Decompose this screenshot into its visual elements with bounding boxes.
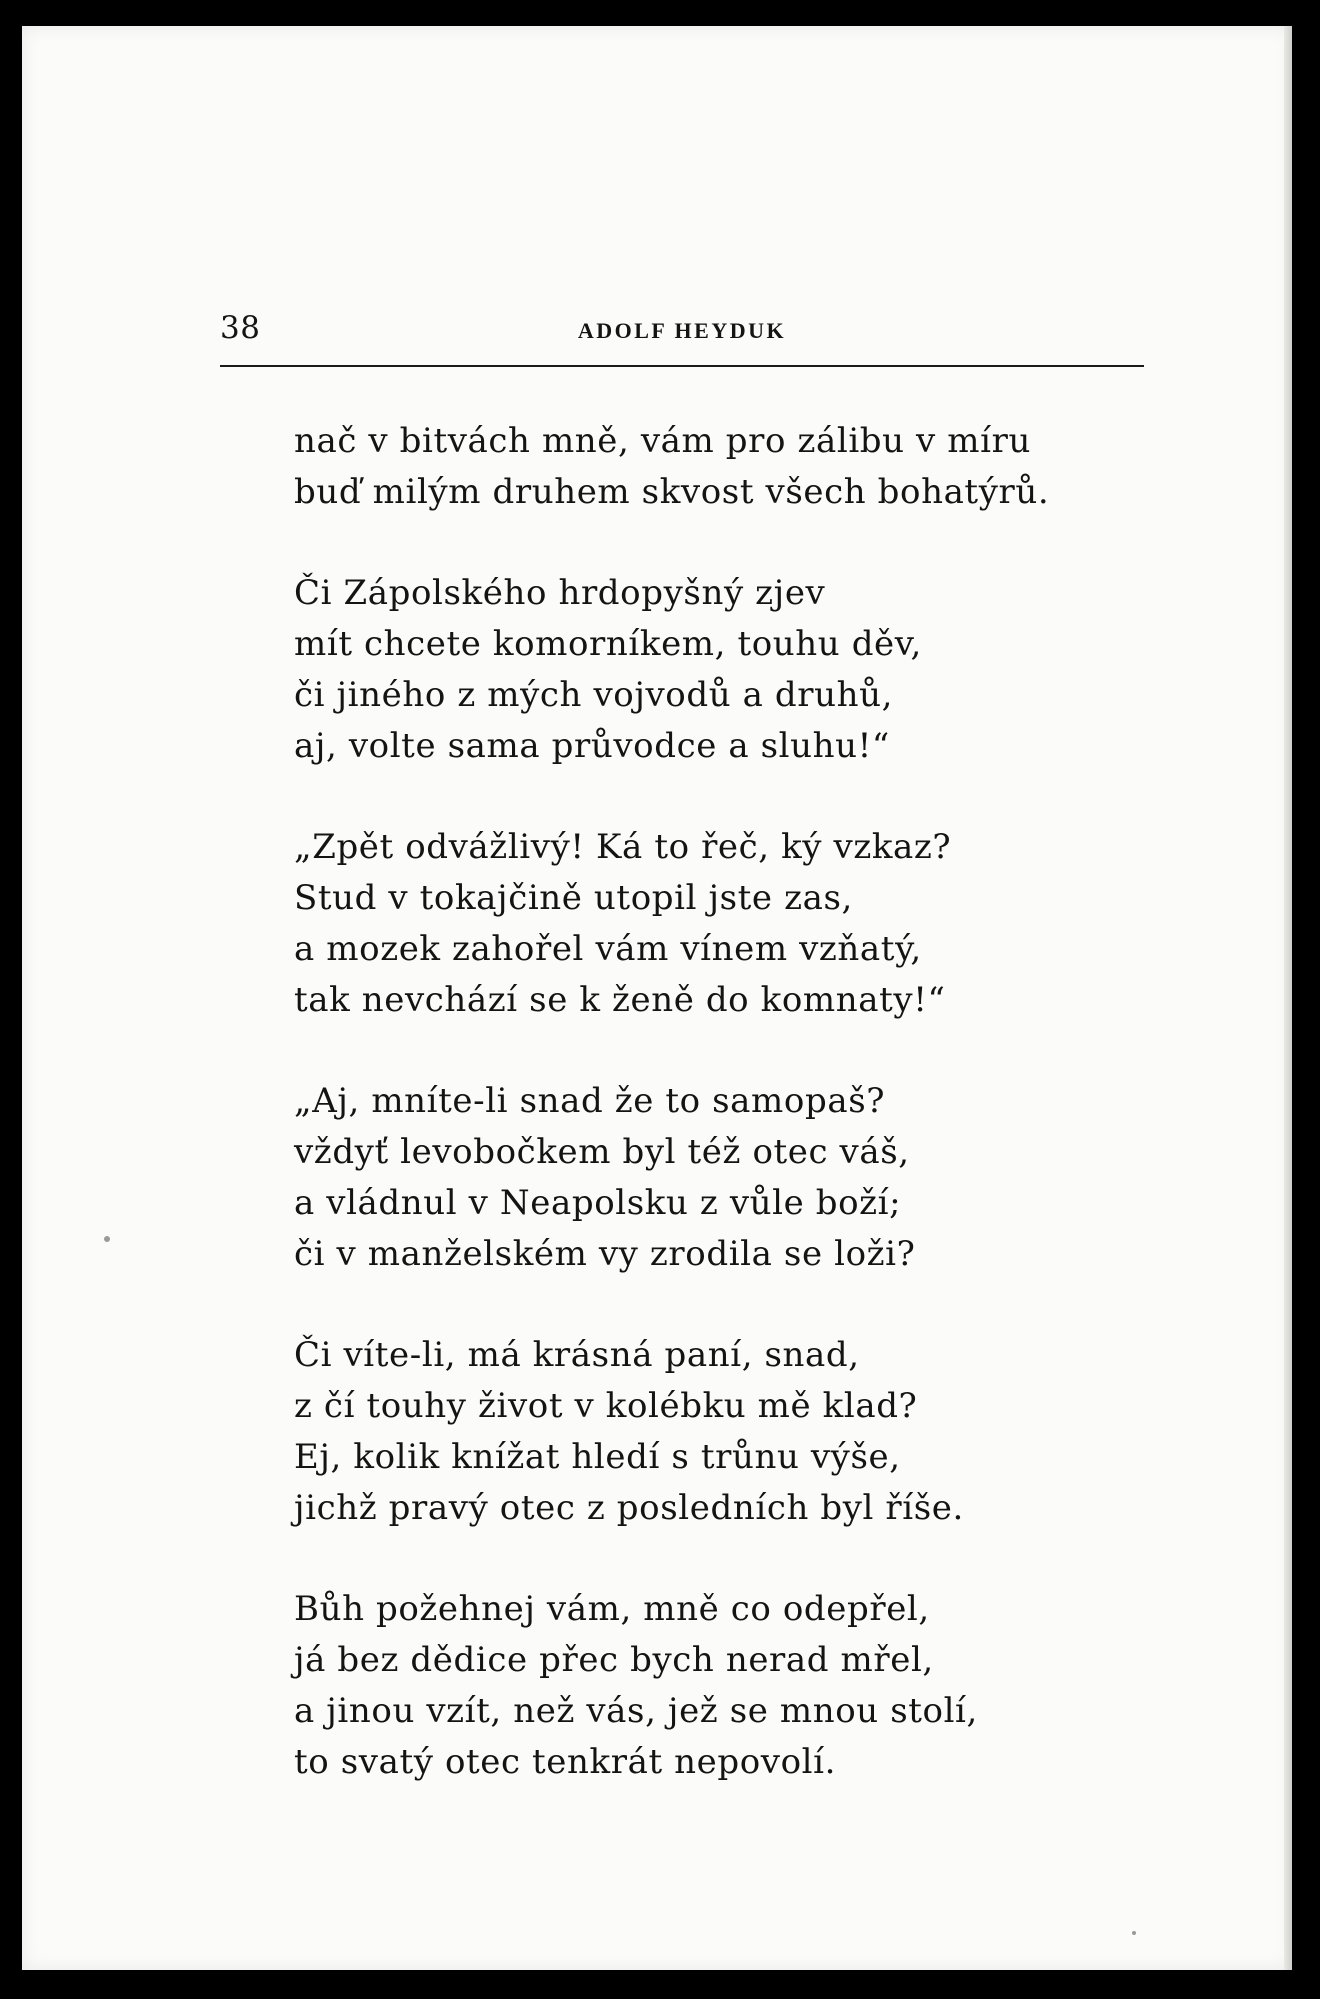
stanza-2 [294,568,1154,772]
header-rule [220,365,1144,367]
stanza-3 [294,822,1154,1026]
page-number: 38 [220,310,261,346]
poem-line: to svatý otec tenkrát nepovolí. [294,1742,837,1782]
poem-line: „Zpět odvážlivý! Ká to řeč, ký vzkaz? [294,827,952,867]
page-edge-shadow [1284,26,1292,1970]
poem-line: buď milým druhem skvost všech bohatýrů. [294,472,1050,512]
paper-speck [104,1236,110,1242]
poem-line: a mozek zahořel vám vínem vzňatý, [294,929,922,969]
book-page [22,26,1292,1970]
poem-line: mít chcete komorníkem, touhu děv, [294,624,922,664]
poem-line: z čí touhy život v kolébku mě klad? [294,1386,918,1426]
poem-line: Či víte-li, má krásná paní, snad, [294,1335,860,1375]
poem-line: jichž pravý otec z posledních byl říše. [294,1488,964,1528]
poem-line: tak nevchází se k ženě do komnaty!“ [294,980,946,1020]
stanza-4 [294,1076,1154,1280]
poem-line: a vládnul v Neapolsku z vůle boží; [294,1183,902,1223]
poem-line: Stud v tokajčině utopil jste zas, [294,878,853,918]
poem-line: či v manželském vy zrodila se loži? [294,1234,916,1274]
poem-line: Či Zápolského hrdopyšný zjev [294,573,826,613]
stanza-5 [294,1330,1154,1534]
poem-body [294,416,1154,1838]
poem-line: vždyť levobočkem byl též otec váš, [294,1132,910,1172]
poem-line: Bůh požehnej vám, mně co odepřel, [294,1589,930,1629]
poem-line: Ej, kolik knížat hledí s trůnu výše, [294,1437,901,1477]
poem-line: aj, volte sama průvodce a sluhu!“ [294,726,890,766]
page-header [220,288,1144,348]
poem-line: či jiného z mých vojvodů a druhů, [294,675,894,715]
running-head-author: ADOLF HEYDUK [577,318,787,343]
poem-line: já bez dědice přec bych nerad mřel, [294,1640,934,1680]
poem-line: „Aj, mníte-li snad že to samopaš? [294,1081,886,1121]
stanza-6 [294,1584,1154,1788]
poem-line: a jinou vzít, než vás, jež se mnou stolí, [294,1691,978,1731]
stanza-1 [294,416,1154,518]
paper-speck [1132,1931,1136,1935]
poem-line: nač v bitvách mně, vám pro zálibu v míru [294,421,1031,461]
